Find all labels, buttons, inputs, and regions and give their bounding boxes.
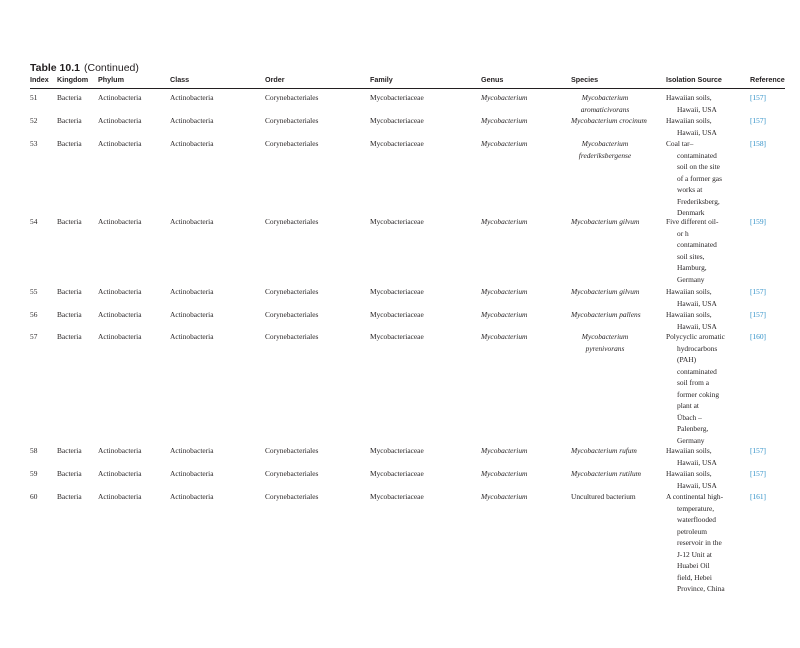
cell-order: Corynebacteriales: [265, 217, 319, 226]
header-reference: Reference: [750, 75, 785, 84]
cell-phylum: Actinobacteria: [98, 217, 142, 226]
header-class: Class: [170, 75, 190, 84]
cell-source: [666, 286, 746, 309]
cell-source: [666, 331, 746, 446]
cell-family: Mycobacteriaceae: [370, 139, 424, 148]
cell-source: [666, 468, 746, 491]
cell-class: Actinobacteria: [170, 217, 214, 226]
cell-index: 52: [30, 116, 38, 125]
source-line: Hawaii, USA: [677, 480, 717, 490]
source-line: or h: [677, 228, 689, 238]
source-line: Huabei Oil: [677, 561, 710, 570]
cell-class: Actinobacteria: [170, 469, 214, 478]
cell-family: Mycobacteriaceae: [370, 469, 424, 478]
table-caption: [30, 62, 139, 74]
cell-index: 59: [30, 469, 38, 478]
cell-phylum: Actinobacteria: [98, 492, 142, 501]
cell-genus: Mycobacterium: [481, 446, 528, 455]
source-line: temperature,: [677, 503, 715, 513]
cell-species: [571, 115, 666, 127]
cell-family: Mycobacteriaceae: [370, 492, 424, 501]
cell-species: [571, 491, 666, 503]
cell-order: Corynebacteriales: [265, 332, 319, 341]
cell-kingdom: Bacteria: [57, 93, 82, 102]
source-line: petroleum: [677, 526, 707, 536]
cell-class: Actinobacteria: [170, 93, 214, 102]
table-caption-continued: (Continued): [84, 62, 139, 74]
cell-source: [666, 115, 746, 138]
cell-source: [666, 309, 746, 332]
cell-class: Actinobacteria: [170, 310, 214, 319]
reference-link[interactable]: [157]: [750, 287, 767, 296]
cell-class: Actinobacteria: [170, 492, 214, 501]
cell-order: Corynebacteriales: [265, 310, 319, 319]
species-line: Mycobacterium rutilum: [571, 469, 641, 478]
species-line: Mycobacterium rufum: [571, 446, 637, 455]
source-line: soil from a: [677, 378, 710, 387]
cell-source: [666, 491, 746, 595]
table-caption-label: Table 10.1: [30, 62, 80, 74]
cell-order: Corynebacteriales: [265, 116, 319, 125]
cell-class: Actinobacteria: [170, 287, 214, 296]
cell-phylum: Actinobacteria: [98, 116, 142, 125]
species-line: aromaticivorans: [580, 104, 630, 114]
cell-order: Corynebacteriales: [265, 93, 319, 102]
cell-kingdom: Bacteria: [57, 332, 82, 341]
cell-index: 51: [30, 93, 38, 102]
source-line: Übach –: [677, 412, 702, 422]
cell-genus: Mycobacterium: [481, 310, 528, 319]
table-header-row: [0, 75, 800, 89]
header-source: Isolation Source: [666, 75, 722, 84]
species-line: Mycobacterium: [581, 93, 629, 102]
cell-phylum: Actinobacteria: [98, 139, 142, 148]
source-line: Hawaiian soils,: [666, 446, 712, 455]
header-rule: [30, 88, 785, 89]
source-line: Coal tar–: [666, 139, 694, 148]
species-line: pyrenivorans: [585, 343, 625, 353]
source-line: Palenberg,: [677, 424, 709, 433]
cell-kingdom: Bacteria: [57, 217, 82, 226]
cell-kingdom: Bacteria: [57, 139, 82, 148]
source-line: Germany: [677, 435, 705, 445]
cell-order: Corynebacteriales: [265, 287, 319, 296]
source-line: Hawaii, USA: [677, 457, 717, 467]
reference-link[interactable]: [158]: [750, 139, 767, 148]
cell-genus: Mycobacterium: [481, 139, 528, 148]
reference-link[interactable]: [159]: [750, 217, 767, 226]
header-kingdom: Kingdom: [57, 75, 89, 84]
species-line: Mycobacterium gilvum: [571, 217, 640, 226]
cell-index: 58: [30, 446, 38, 455]
cell-phylum: Actinobacteria: [98, 332, 142, 341]
reference-link[interactable]: [157]: [750, 469, 767, 478]
source-line: Polycyclic aromatic: [666, 332, 725, 341]
header-index: Index: [30, 75, 49, 84]
source-line: Province, China: [677, 584, 725, 593]
source-line: A continental high-: [666, 492, 724, 501]
cell-genus: Mycobacterium: [481, 116, 528, 125]
source-line: Five different oil-: [666, 217, 719, 226]
species-line: Uncultured bacterium: [571, 492, 636, 501]
source-line: reservoir in the: [677, 538, 722, 547]
cell-kingdom: Bacteria: [57, 310, 82, 319]
cell-index: 56: [30, 310, 38, 319]
source-line: Hamburg,: [677, 263, 707, 272]
source-line: waterflooded: [677, 515, 716, 524]
cell-phylum: Actinobacteria: [98, 446, 142, 455]
source-line: of a former gas: [677, 173, 722, 183]
source-line: Hawaiian soils,: [666, 469, 712, 478]
cell-family: Mycobacteriaceae: [370, 287, 424, 296]
source-line: contaminated: [677, 366, 717, 376]
cell-species: [560, 138, 650, 161]
source-line: Hawaii, USA: [677, 104, 717, 114]
source-line: Hawaii, USA: [677, 298, 717, 308]
cell-species: [571, 468, 666, 480]
source-line: field, Hebei: [677, 572, 712, 582]
source-line: contaminated: [677, 240, 717, 249]
source-line: hydrocarbons: [677, 343, 718, 353]
cell-index: 55: [30, 287, 38, 296]
cell-phylum: Actinobacteria: [98, 469, 142, 478]
header-species: Species: [571, 75, 599, 84]
cell-phylum: Actinobacteria: [98, 93, 142, 102]
source-line: soil on the site: [677, 162, 720, 171]
reference-link[interactable]: [157]: [750, 93, 767, 102]
cell-source: [666, 216, 746, 285]
cell-genus: Mycobacterium: [481, 469, 528, 478]
cell-class: Actinobacteria: [170, 332, 214, 341]
reference-link[interactable]: [157]: [750, 446, 767, 455]
header-genus: Genus: [481, 75, 504, 84]
cell-genus: Mycobacterium: [481, 217, 528, 226]
species-line: frederiksbergense: [578, 150, 632, 160]
source-line: contaminated: [677, 150, 717, 160]
source-line: Hawaiian soils,: [666, 93, 712, 102]
source-line: Hawaiian soils,: [666, 287, 712, 296]
source-line: Denmark: [677, 208, 705, 217]
species-line: Mycobacterium pallens: [571, 310, 641, 319]
source-line: former coking: [677, 389, 720, 399]
cell-order: Corynebacteriales: [265, 469, 319, 478]
source-line: Frederiksberg,: [677, 196, 720, 206]
cell-class: Actinobacteria: [170, 446, 214, 455]
species-line: Mycobacterium gilvum: [571, 287, 640, 296]
cell-source: [666, 138, 746, 219]
reference-link[interactable]: [161]: [750, 492, 767, 501]
cell-species: [560, 331, 650, 354]
source-line: plant at: [677, 401, 699, 410]
source-line: Hawaii, USA: [677, 127, 717, 137]
species-line: Mycobacterium: [581, 139, 629, 148]
cell-species: [571, 216, 666, 228]
reference-link[interactable]: [157]: [750, 116, 767, 125]
header-order: Order: [265, 75, 285, 84]
source-line: works at: [677, 185, 703, 194]
source-line: Germany: [677, 274, 705, 284]
source-line: J-12 Unit at: [677, 549, 712, 559]
cell-phylum: Actinobacteria: [98, 310, 142, 319]
cell-class: Actinobacteria: [170, 116, 214, 125]
source-line: Hawaiian soils,: [666, 116, 712, 125]
cell-family: Mycobacteriaceae: [370, 446, 424, 455]
cell-source: [666, 92, 746, 115]
cell-index: 57: [30, 332, 38, 341]
reference-link[interactable]: [160]: [750, 332, 767, 341]
cell-family: Mycobacteriaceae: [370, 217, 424, 226]
source-line: (PAH): [677, 355, 697, 364]
source-line: soil sites,: [677, 251, 705, 261]
cell-family: Mycobacteriaceae: [370, 116, 424, 125]
cell-kingdom: Bacteria: [57, 492, 82, 501]
cell-species: [571, 309, 666, 321]
cell-index: 54: [30, 217, 38, 226]
cell-phylum: Actinobacteria: [98, 287, 142, 296]
cell-order: Corynebacteriales: [265, 139, 319, 148]
cell-genus: Mycobacterium: [481, 492, 528, 501]
cell-genus: Mycobacterium: [481, 287, 528, 296]
cell-genus: Mycobacterium: [481, 93, 528, 102]
reference-link[interactable]: [157]: [750, 310, 767, 319]
cell-species: [571, 445, 666, 457]
species-line: Mycobacterium crocinum: [571, 116, 647, 125]
header-family: Family: [370, 75, 393, 84]
cell-species: [560, 92, 650, 115]
cell-class: Actinobacteria: [170, 139, 214, 148]
cell-genus: Mycobacterium: [481, 332, 528, 341]
cell-kingdom: Bacteria: [57, 116, 82, 125]
header-phylum: Phylum: [98, 75, 124, 84]
cell-family: Mycobacteriaceae: [370, 310, 424, 319]
cell-order: Corynebacteriales: [265, 492, 319, 501]
cell-index: 60: [30, 492, 38, 501]
source-line: Hawaii, USA: [677, 321, 717, 331]
cell-family: Mycobacteriaceae: [370, 93, 424, 102]
cell-source: [666, 445, 746, 468]
cell-kingdom: Bacteria: [57, 469, 82, 478]
cell-species: [571, 286, 666, 298]
source-line: Hawaiian soils,: [666, 310, 712, 319]
cell-kingdom: Bacteria: [57, 287, 82, 296]
species-line: Mycobacterium: [581, 332, 629, 341]
cell-kingdom: Bacteria: [57, 446, 82, 455]
cell-index: 53: [30, 139, 38, 148]
cell-family: Mycobacteriaceae: [370, 332, 424, 341]
cell-order: Corynebacteriales: [265, 446, 319, 455]
